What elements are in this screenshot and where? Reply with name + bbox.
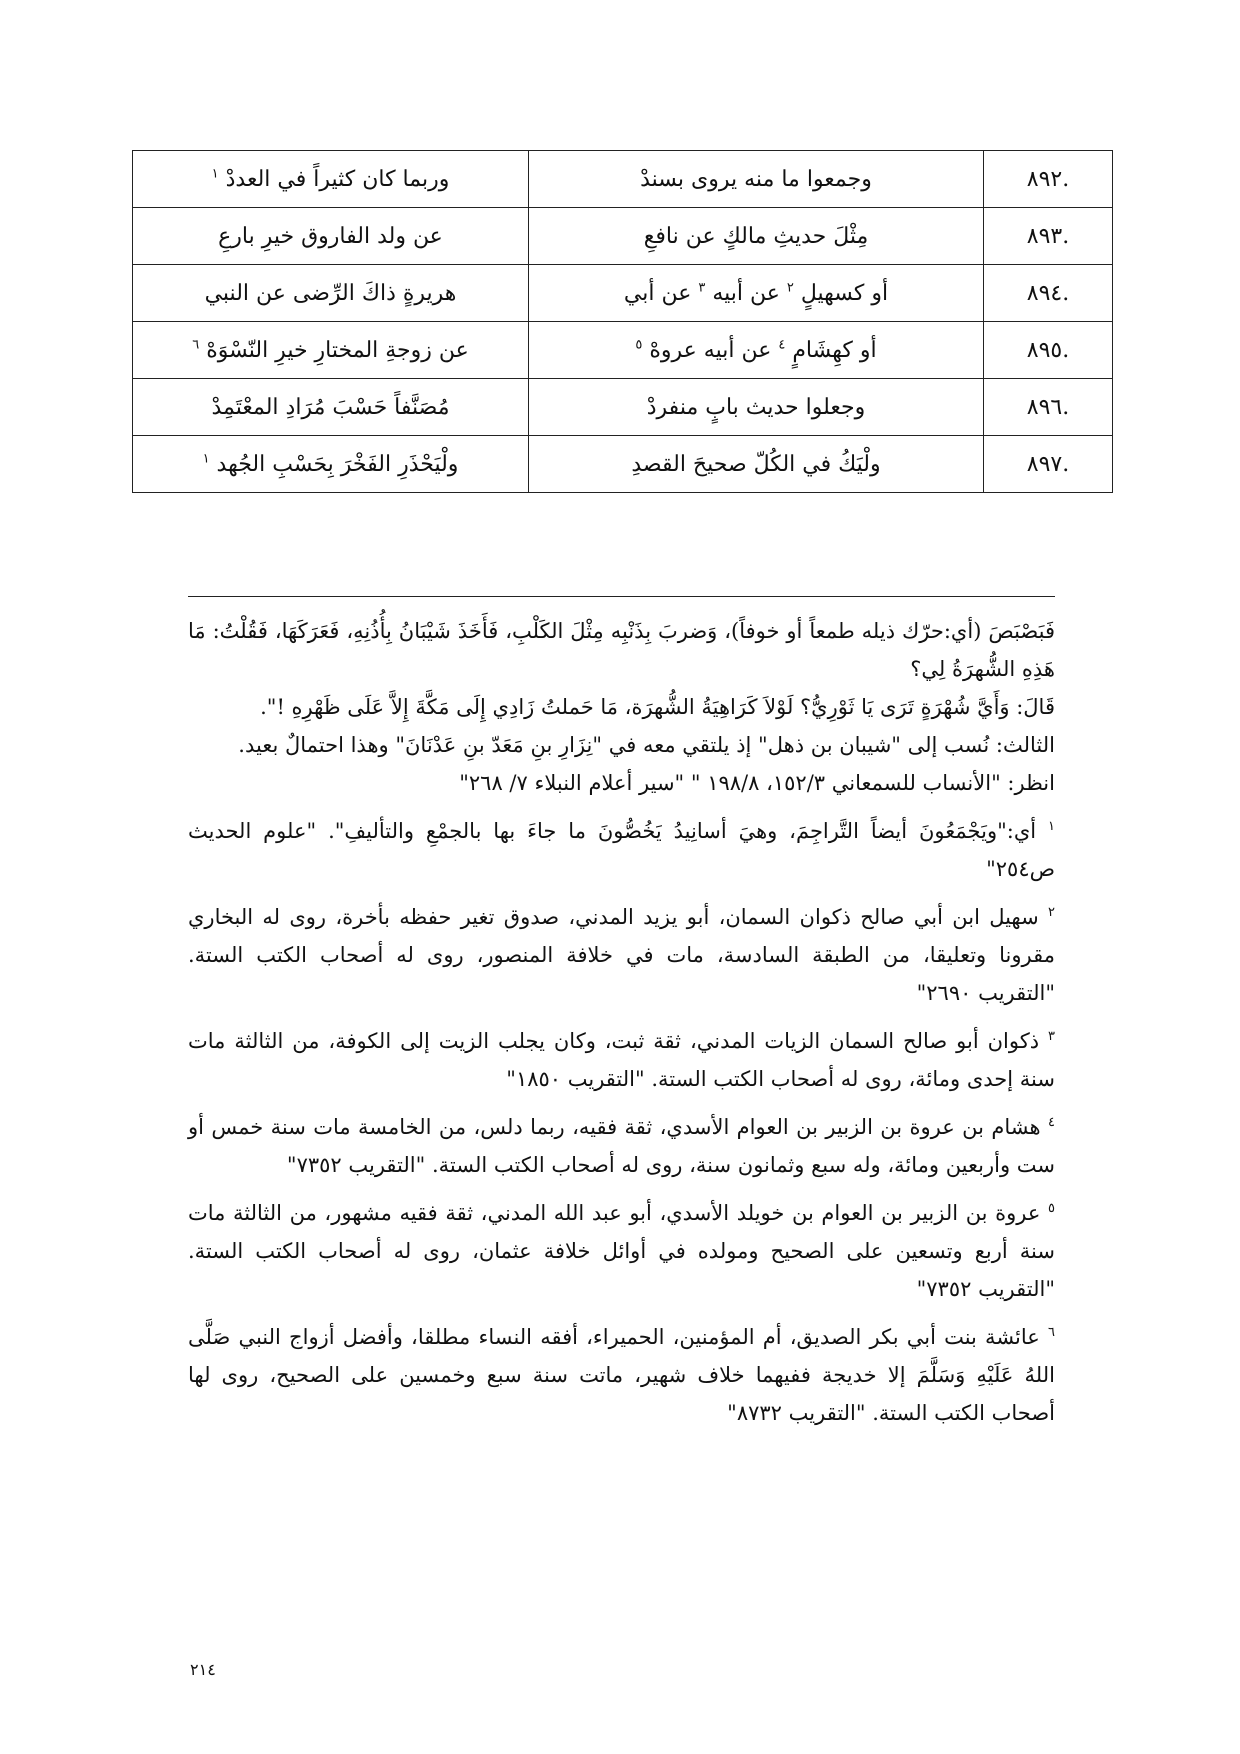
- verse-text: ولْيَكُ في الكُلّ صحيحَ القصدِ: [631, 451, 881, 477]
- footnote-ref[interactable]: ٢: [786, 280, 794, 296]
- footnote-mark: ٤: [1048, 1115, 1055, 1130]
- footnote-text: عروة بن الزبير بن العوام بن خويلد الأسدي، أبو عبد الله المدني، ثقة فقيه مشهور، من الثالثة مات سنة أربع وتسعين على الصحيح ومولده في أوائل خلافة عثمان، روى له أصحاب الكتب الستة. "التقريب ٧٣٥٢": [188, 1201, 1055, 1301]
- footnote-ref[interactable]: ١: [202, 451, 210, 467]
- verse-text: عن أبيه عروهْ: [649, 337, 772, 363]
- verse-text: مِثْلَ حديثِ مالكٍ عن نافعِ: [643, 223, 869, 249]
- footnote-text: سهيل ابن أبي صالح ذكوان السمان، أبو يزيد المدني، صدوق تغير حفظه بأخرة، روى له البخاري مقرونا وتعليقا، من الطبقة السادسة، مات في خلافة المنصور، روى له أصحاب الكتب الستة. "التقريب ٢٦٩٠": [188, 905, 1055, 1005]
- verse-number: .٨٩٤: [984, 265, 1113, 322]
- footnote-continuation: فَبَصْبَصَ (أي:حرّك ذيله طمعاً أو خوفاً)، وَضربَ بِذَنْبِه مِثْلَ الكَلْبِ، فَأَخَذَ شَيْبَانُ بِأُذُنِهِ، فَعَرَكَهَا، فَقُلْتُ: مَا هَذِهِ الشُّهرَةُ لِي؟: [188, 619, 1055, 681]
- footnote-ref[interactable]: ٦: [192, 337, 200, 353]
- verse-first-hemistich: [529, 151, 984, 208]
- verse-row: [133, 208, 1113, 265]
- verse-second-hemistich: [133, 151, 529, 208]
- verse-text: أو كهِشَامٍ: [792, 337, 877, 363]
- verse-text: أو كسهيلٍ: [800, 280, 889, 306]
- verse-number: .٨٩٧: [984, 436, 1113, 493]
- verse-text: وجمعوا ما منه يروى بسندْ: [640, 166, 872, 192]
- footnote-6: [188, 1318, 1055, 1432]
- footnote-mark: ٢: [1048, 905, 1055, 920]
- verse-second-hemistich: [133, 379, 529, 436]
- footnote-continuation: الثالث: نُسب إلى "شيبان بن ذهل" إذ يلتقي معه في "نِزَارِ بنِ مَعَدّ بنِ عَدْنَانَ" وهذا احتمالٌ بعيد.: [238, 733, 1055, 757]
- footnote-text: هشام بن عروة بن الزبير بن العوام الأسدي، ثقة فقيه، ربما دلس، من الخامسة مات سنة خمس أو ست وأربعين ومائة، وله سبع وثمانون سنة، روى له أصحاب الكتب الستة. "التقريب ٧٣٥٢": [188, 1115, 1055, 1177]
- footnote-continuation: انظر: "الأنساب للسمعاني ١٥٢/٣، ١٩٨/٨ " "سير أعلام النبلاء ٧/ ٢٦٨": [459, 771, 1055, 795]
- verse-first-hemistich: [529, 265, 984, 322]
- footnote-2: [188, 898, 1055, 1012]
- page-number: ٢١٤: [190, 1660, 216, 1679]
- verse-row: [133, 436, 1113, 493]
- verse-number: .٨٩٣: [984, 208, 1113, 265]
- footnote-mark: ٦: [1048, 1325, 1055, 1340]
- verse-text: عن أبي: [623, 280, 692, 306]
- verse-table: [132, 150, 1113, 493]
- verse-number: .٨٩٦: [984, 379, 1113, 436]
- footnote-mark: ١: [1048, 819, 1055, 834]
- footnote-3: [188, 1022, 1055, 1098]
- verse-number: .٨٩٢: [984, 151, 1113, 208]
- footnote-mark: ٣: [1048, 1029, 1055, 1044]
- verse-text: عن زوجةِ المختارِ خيرِ النّسْوَهْ: [206, 337, 469, 363]
- verse-text: ولْيَحْذَرِ الفَخْرَ بِحَسْبِ الجُهد: [216, 451, 459, 477]
- verse-text: مُصَنَّفاً حَسْبَ مُرَادِ المعْتَمِدْ: [211, 394, 450, 420]
- verse-first-hemistich: [529, 436, 984, 493]
- verse-first-hemistich: [529, 208, 984, 265]
- footnote-mark: ٥: [1048, 1201, 1055, 1216]
- footnote-separator: [188, 596, 1055, 597]
- verse-first-hemistich: [529, 322, 984, 379]
- footnote-5: [188, 1194, 1055, 1308]
- footnotes-section: [188, 612, 1055, 1442]
- footnote-continuation: قَالَ: وَأَيَّ شُهْرَةٍ تَرَى يَا ثَوْرِيُّ؟ لَوْلاَ كَرَاهِيَةُ الشُّهرَة، مَا حَملتُ زَادِي إِلَى مَكَّةَ إِلاَّ عَلَى ظَهْرِهِ !".: [260, 695, 1055, 719]
- footnote-1: [188, 812, 1055, 888]
- footnote-text: ذكوان أبو صالح السمان الزيات المدني، ثقة ثبت، وكان يجلب الزيت إلى الكوفة، من الثالثة مات سنة إحدى ومائة، روى له أصحاب الكتب الستة. "التقريب ١٨٥٠": [188, 1029, 1055, 1091]
- verse-text: وجعلوا حديث بابٍ منفردْ: [646, 394, 866, 420]
- verse-second-hemistich: [133, 322, 529, 379]
- verse-row: [133, 265, 1113, 322]
- footnote-4: [188, 1108, 1055, 1184]
- verse-number: .٨٩٥: [984, 322, 1113, 379]
- footnote-text: أي:"ويَجْمَعُونَ أيضاً التَّراجِمَ، وهيَ أسانِيدُ يَخُصُّونَ ما جاءَ بها بالجمْعِ والتأليفِ". "علوم الحديث ص٢٥٤": [188, 819, 1055, 881]
- verse-row: [133, 322, 1113, 379]
- verse-row: [133, 151, 1113, 208]
- verse-row: [133, 379, 1113, 436]
- footnote-text: عائشة بنت أبي بكر الصديق، أم المؤمنين، الحميراء، أفقه النساء مطلقا، وأفضل أزواج النبي صَلَّى اللهُ عَلَيْهِ وَسَلَّمَ إلا خديجة ففيهما خلاف شهير، ماتت سنة سبع وخمسين على الصحيح، روى لها أصحاب الكتب الستة. "التقريب ٨٧٣٢": [188, 1325, 1055, 1425]
- verse-text: وربما كان كثيراً في العددْ: [225, 166, 450, 192]
- verse-text: عن أبيه: [712, 280, 780, 306]
- footnote-ref[interactable]: ٥: [635, 337, 643, 353]
- verse-text: هريرةٍ ذاكَ الرِّضى عن النبي: [204, 280, 457, 306]
- footnote-ref[interactable]: ٤: [778, 337, 786, 353]
- footnote-ref[interactable]: ١: [211, 166, 219, 182]
- verse-first-hemistich: [529, 379, 984, 436]
- verse-second-hemistich: [133, 265, 529, 322]
- footnote-ref[interactable]: ٣: [698, 280, 706, 296]
- verse-second-hemistich: [133, 436, 529, 493]
- verse-text: عن ولد الفاروق خيرِ بارعِ: [218, 223, 443, 249]
- verse-second-hemistich: [133, 208, 529, 265]
